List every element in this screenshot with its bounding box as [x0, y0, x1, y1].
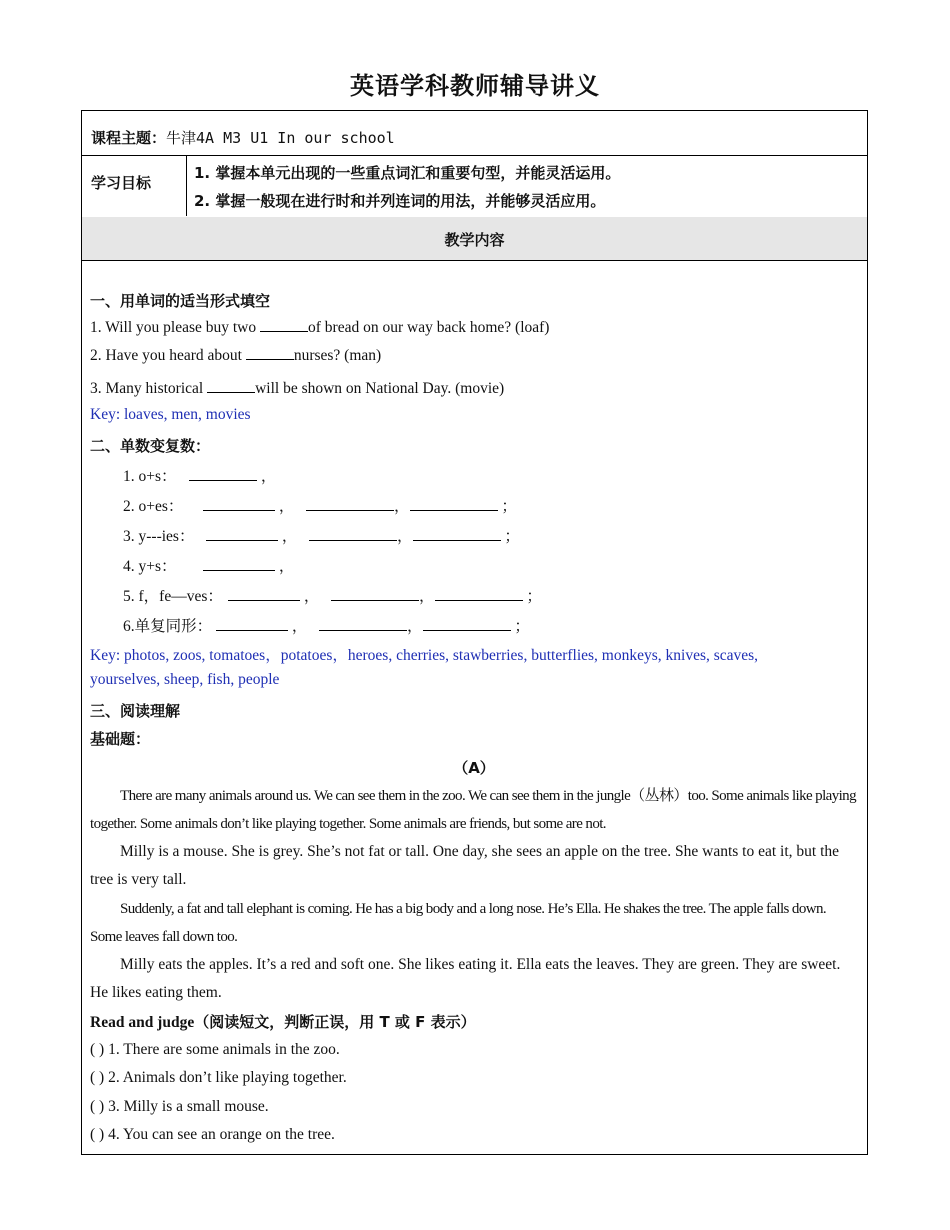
plural-rule-3: 3. y---ies： ， ， ； [123, 528, 520, 545]
passage-paragraph-4: Milly eats the apples. It’s a red and soft one. She likes eating it. Ella eats the leaves. They are green. They are sweet. He likes eating them. [90, 956, 841, 1001]
answer-blank [260, 317, 308, 332]
judge-question-1: ( ) 1. There are some animals in the zoo. [90, 1041, 340, 1058]
passage-paragraph-3: Suddenly, a fat and tall elephant is coming. He has a big body and a long nose. He’s Ella. He shakes the tree. The apple falls down. Some leaves fall down too. [90, 901, 827, 945]
plural-rule-4: 4. y+s： ， [123, 558, 295, 575]
passage-label: （A） [453, 759, 495, 777]
goals-row [82, 156, 867, 218]
plural-rule-6: 6.单复同形： ， ， ； [123, 618, 530, 635]
document-title: 英语学科教师辅导讲义 [350, 72, 600, 100]
course-label: 课程主题： [91, 129, 167, 147]
lesson-table [81, 110, 868, 1155]
part3-subtitle: 基础题： [90, 730, 151, 748]
plural-rule-5: 5. f，fe—ves： ， ， ； [123, 588, 542, 605]
answer-blank [207, 378, 255, 393]
judge-question-2: ( ) 2. Animals don’t like playing together. [90, 1069, 347, 1086]
part3-title: 三、阅读理解 [90, 702, 181, 720]
fill-question-2: 2. Have you heard about nurses? (man) [90, 347, 382, 364]
goal-item: 2. 掌握一般现在进行时和并列连词的用法，并能够灵活应用。 [194, 192, 606, 210]
goals-list [194, 159, 859, 215]
judge-question-4: ( ) 4. You can see an orange on the tree. [90, 1126, 335, 1143]
plural-rule-1: 1. o+s： ， [123, 468, 277, 485]
passage-paragraph-2: Milly is a mouse. She is grey. She’s not fat or tall. One day, she sees an apple on the tree. She wants to eat it, but the tree is very tall. [90, 843, 840, 888]
course-value: 牛津4A M3 U1 In our school [166, 129, 395, 147]
part2-title: 二、单数变复数： [90, 437, 211, 455]
plural-rule-2: 2. o+es： ， ， ； [123, 498, 517, 515]
part2-key-line2: yourselves, sheep, fish, people [90, 671, 280, 688]
fill-question-1: 1. Will you please buy two of bread on our way back home? (loaf) [90, 319, 550, 336]
part1-key: Key: loaves, men, movies [90, 406, 251, 423]
judge-question-3: ( ) 3. Milly is a small mouse. [90, 1098, 269, 1115]
goals-label: 学习目标 [82, 156, 187, 216]
section-header: 教学内容 [82, 217, 867, 261]
part1-title: 一、用单词的适当形式填空 [90, 292, 271, 310]
goal-item: 1. 掌握本单元出现的一些重点词汇和重要句型，并能灵活运用。 [194, 164, 621, 182]
course-row [82, 111, 867, 156]
answer-blank [246, 345, 294, 360]
read-judge-instruction: Read and judge（阅读短文，判断正误，用 T 或 F 表示） [90, 1013, 476, 1031]
passage-paragraph-1: There are many animals around us. We can see them in the zoo. We can see them in the jungle（丛林）too. Some animals like playing together. Some animals don’t like playing together. Some animals are friends, but some are not. [90, 788, 856, 832]
fill-question-3: 3. Many historical will be shown on National Day. (movie) [90, 380, 505, 397]
part2-key-line1: Key: photos, zoos, tomatoes，potatoes，heroes, cherries, stawberries, butterflies, monkeys, knives, scaves, [90, 647, 759, 664]
